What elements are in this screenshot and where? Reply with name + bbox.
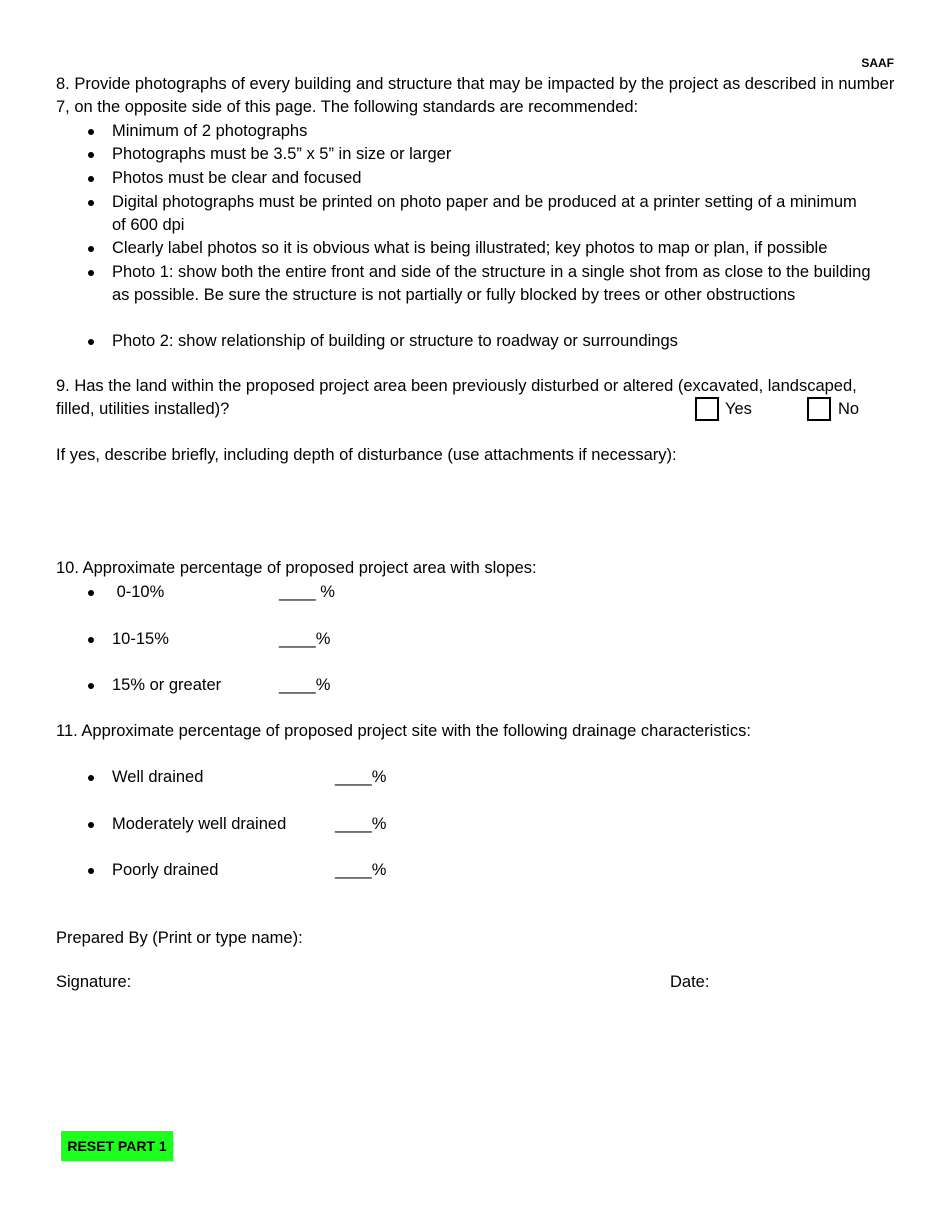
bullet-icon	[88, 637, 94, 643]
date-label: Date:	[670, 973, 710, 991]
question-10: 10. Approximate percentage of proposed project area with slopes:	[56, 559, 537, 577]
yes-checkbox[interactable]	[695, 397, 719, 421]
bullet-icon	[88, 270, 94, 276]
signature-label: Signature:	[56, 973, 132, 991]
bullet-icon	[88, 775, 94, 781]
no-checkbox[interactable]	[807, 397, 831, 421]
prepared-by-field[interactable]	[318, 924, 878, 950]
question-9-line-2: filled, utilities installed)?	[56, 400, 230, 418]
yes-label: Yes	[725, 400, 752, 418]
bullet-icon	[88, 246, 94, 252]
bullet-icon	[88, 129, 94, 135]
drainage-percent-field[interactable]: ____%	[335, 768, 387, 786]
slope-percent-field[interactable]: ____%	[279, 630, 331, 648]
question-11: 11. Approximate percentage of proposed project site with the following drainage characteristics:	[56, 722, 751, 740]
bullet-icon	[88, 590, 94, 596]
no-label: No	[838, 400, 860, 418]
form-code: SAAF	[861, 56, 894, 70]
bullet-icon	[88, 868, 94, 874]
question-9-line-1: 9. Has the land within the proposed project area been previously disturbed or altered (excavated, landscaped,	[56, 377, 857, 395]
bullet-icon	[88, 683, 94, 689]
date-field[interactable]	[716, 968, 886, 994]
bullet-icon	[88, 339, 94, 345]
drainage-percent-field[interactable]: ____%	[335, 861, 387, 879]
bullet-icon	[88, 822, 94, 828]
slope-percent-field[interactable]: ____%	[279, 676, 331, 694]
question-8-intro: 8. Provide photographs of every building and structure that may be impacted by the project as described in number 7, on the opposite side of this page. The following standards are recommended:	[56, 75, 895, 116]
bullet-icon	[88, 200, 94, 206]
bullet-icon	[88, 176, 94, 182]
reset-part-1-button[interactable]: RESET PART 1	[61, 1131, 173, 1161]
form-page: SAAF 8. Provide photographs of every building and structure that may be impacted by the project as described in number 7, on the opposite side of this page. The following standards are recommended: Minimum of 2 photographs Photographs must be 3.5” x 5” in size or larger Photos must be clear and focused Digital photographs must be printed on photo paper and be produced at a printer setting of a minimum of 600 dpi Clearly label photos so it is obvious what is being illustrated; key photos to map or plan, if possible Photo 1: show both the entire front and side of the structure in a single shot from as close to the building as possible. Be sure the structure is not partially or fully blocked by trees or other obstructions Photo 2: show relationship of building or structure to roadway or surroundings 9. Has the land within the proposed project area been previously disturbed or altered (excavated, landscaped, filled, utilities installed)? Yes No If yes, describe briefly, including depth of disturbance (use attachments if necessary): 10. Approximate percentage of proposed project area with slopes: 0-10% ____ % 10-15% ____% 15% or greater ____% 11. Approximate percentage of proposed project site with the following drainage characteristics: Well drained ____% Moderately well drained ____% Poorly drained ____% Prepared By (Print or type name): Signature: Date: RESET PART 1	[0, 0, 950, 1230]
question-9-followup: If yes, describe briefly, including depth of disturbance (use attachments if necessary):	[56, 446, 677, 464]
bullet-icon	[88, 152, 94, 158]
disturbance-description-field[interactable]	[56, 470, 896, 550]
slope-percent-field[interactable]: ____ %	[279, 583, 335, 601]
drainage-percent-field[interactable]: ____%	[335, 815, 387, 833]
signature-field[interactable]	[140, 968, 640, 994]
prepared-by-label: Prepared By (Print or type name):	[56, 929, 303, 947]
